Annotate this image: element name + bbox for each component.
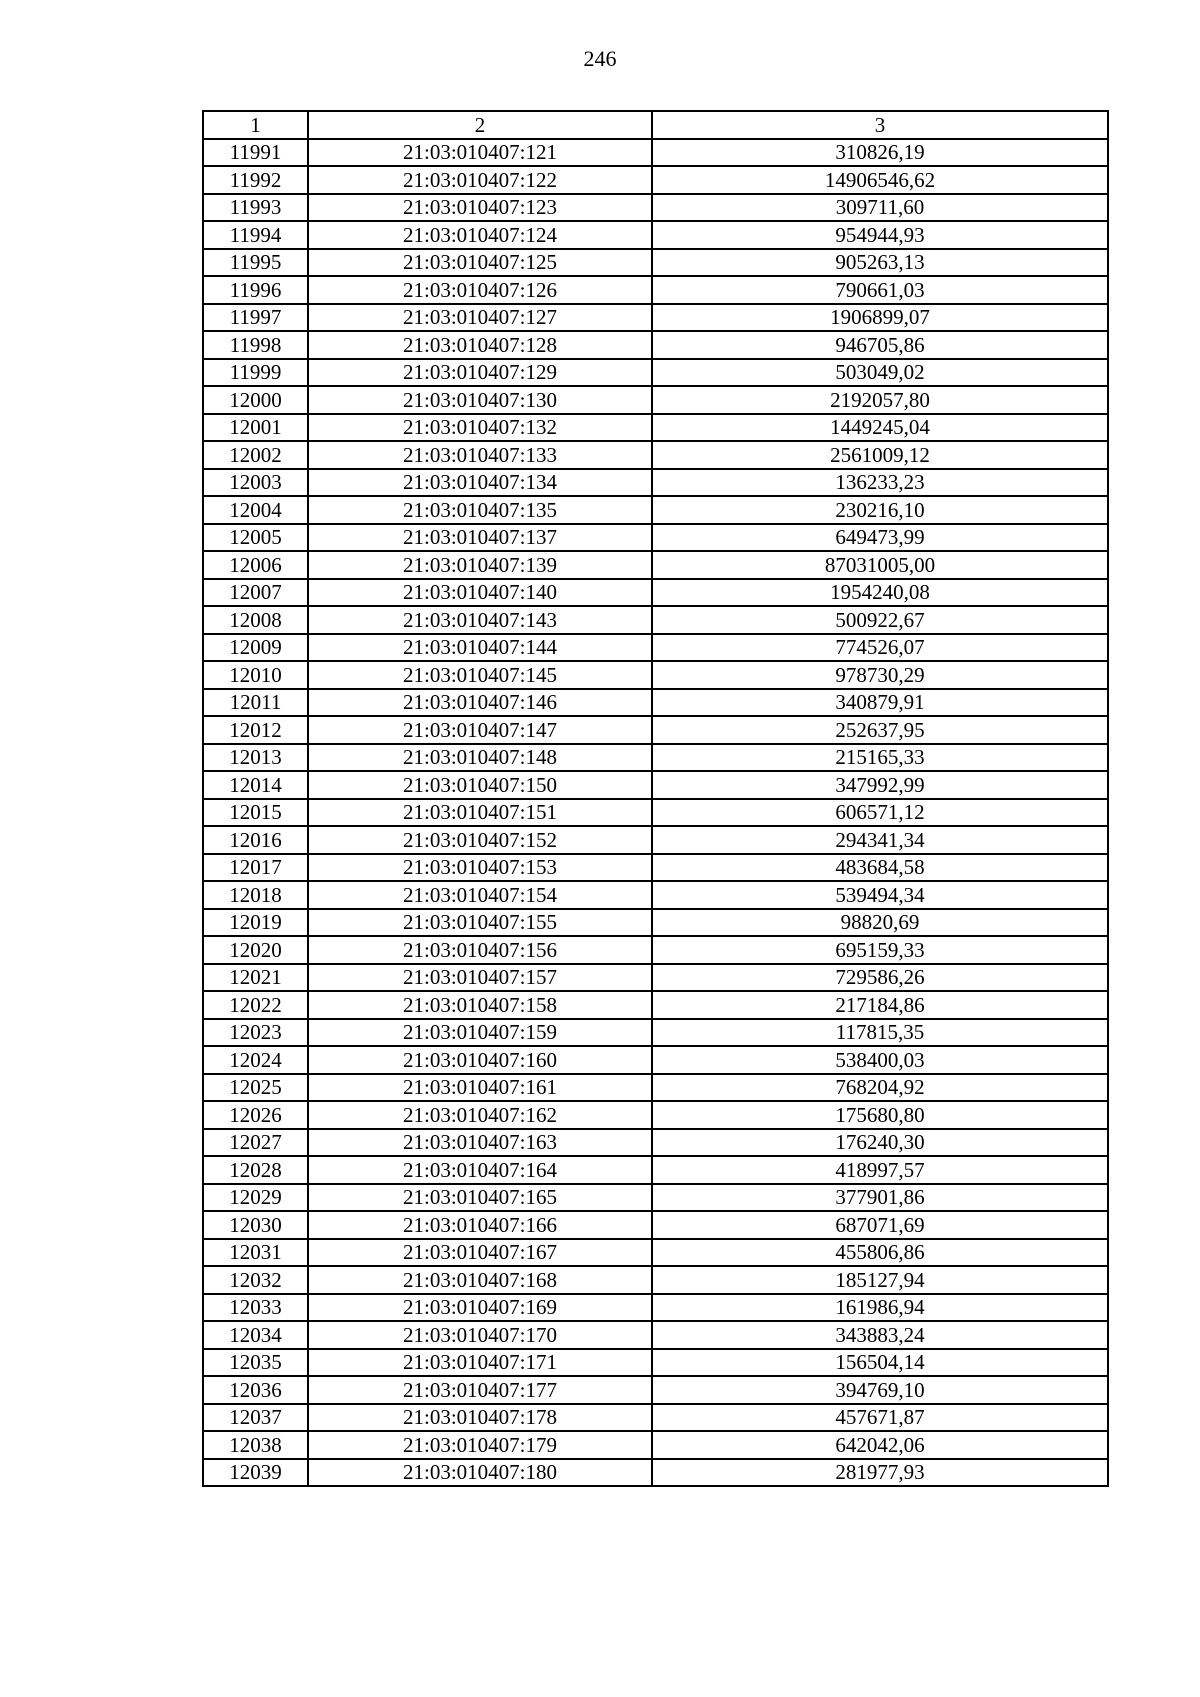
- row-number-cell: 12024: [203, 1046, 308, 1074]
- header-row: [203, 111, 1108, 139]
- row-number-cell: 11999: [203, 359, 308, 387]
- cadastral-number-cell: 21:03:010407:170: [308, 1321, 652, 1349]
- value-cell: 695159,33: [652, 936, 1108, 964]
- row-number-cell: 12030: [203, 1211, 308, 1239]
- column-header-3: 3: [652, 111, 1108, 139]
- table-row: [203, 661, 1108, 689]
- table-row: [203, 964, 1108, 992]
- value-cell: 394769,10: [652, 1376, 1108, 1404]
- value-cell: 185127,94: [652, 1266, 1108, 1294]
- cadastral-number-cell: 21:03:010407:156: [308, 936, 652, 964]
- cadastral-number-cell: 21:03:010407:146: [308, 689, 652, 717]
- cadastral-number-cell: 21:03:010407:122: [308, 166, 652, 194]
- row-number-cell: 12029: [203, 1184, 308, 1212]
- table-row: [203, 166, 1108, 194]
- cadastral-number-cell: 21:03:010407:128: [308, 331, 652, 359]
- table-row: [203, 1321, 1108, 1349]
- cadastral-number-cell: 21:03:010407:121: [308, 139, 652, 167]
- row-number-cell: 11991: [203, 139, 308, 167]
- value-cell: 294341,34: [652, 826, 1108, 854]
- cadastral-number-cell: 21:03:010407:164: [308, 1156, 652, 1184]
- table-row: [203, 414, 1108, 442]
- row-number-cell: 12023: [203, 1019, 308, 1047]
- value-cell: 606571,12: [652, 799, 1108, 827]
- value-cell: 309711,60: [652, 194, 1108, 222]
- table-row: [203, 1266, 1108, 1294]
- cadastral-number-cell: 21:03:010407:143: [308, 606, 652, 634]
- table-row: [203, 276, 1108, 304]
- row-number-cell: 12025: [203, 1074, 308, 1102]
- table-row: [203, 1211, 1108, 1239]
- table-row: [203, 524, 1108, 552]
- table-row: [203, 1239, 1108, 1267]
- table-row: [203, 304, 1108, 332]
- cadastral-number-cell: 21:03:010407:154: [308, 881, 652, 909]
- value-cell: 340879,91: [652, 689, 1108, 717]
- row-number-cell: 12018: [203, 881, 308, 909]
- table-row: [203, 744, 1108, 772]
- row-number-cell: 12001: [203, 414, 308, 442]
- cadastral-number-cell: 21:03:010407:165: [308, 1184, 652, 1212]
- table-row: [203, 854, 1108, 882]
- row-number-cell: 11992: [203, 166, 308, 194]
- table-row: [203, 909, 1108, 937]
- cadastral-number-cell: 21:03:010407:140: [308, 579, 652, 607]
- table-row: [203, 1404, 1108, 1432]
- table-row: [203, 1156, 1108, 1184]
- row-number-cell: 12007: [203, 579, 308, 607]
- row-number-cell: 12035: [203, 1349, 308, 1377]
- cadastral-number-cell: 21:03:010407:166: [308, 1211, 652, 1239]
- value-cell: 483684,58: [652, 854, 1108, 882]
- cadastral-number-cell: 21:03:010407:151: [308, 799, 652, 827]
- table-row: [203, 139, 1108, 167]
- table-row: [203, 1101, 1108, 1129]
- cadastral-number-cell: 21:03:010407:168: [308, 1266, 652, 1294]
- value-cell: 252637,95: [652, 716, 1108, 744]
- table-row: [203, 579, 1108, 607]
- value-cell: 538400,03: [652, 1046, 1108, 1074]
- value-cell: 768204,92: [652, 1074, 1108, 1102]
- cadastral-number-cell: 21:03:010407:148: [308, 744, 652, 772]
- cadastral-number-cell: 21:03:010407:158: [308, 991, 652, 1019]
- cadastral-number-cell: 21:03:010407:153: [308, 854, 652, 882]
- row-number-cell: 11994: [203, 221, 308, 249]
- cadastral-number-cell: 21:03:010407:152: [308, 826, 652, 854]
- value-cell: 2192057,80: [652, 386, 1108, 414]
- cadastral-number-cell: 21:03:010407:126: [308, 276, 652, 304]
- row-number-cell: 12005: [203, 524, 308, 552]
- table-row: [203, 331, 1108, 359]
- value-cell: 503049,02: [652, 359, 1108, 387]
- table-row: [203, 194, 1108, 222]
- value-cell: 978730,29: [652, 661, 1108, 689]
- data-table: [202, 110, 1109, 1487]
- value-cell: 649473,99: [652, 524, 1108, 552]
- value-cell: 687071,69: [652, 1211, 1108, 1239]
- row-number-cell: 11993: [203, 194, 308, 222]
- table-row: [203, 1294, 1108, 1322]
- cadastral-number-cell: 21:03:010407:135: [308, 496, 652, 524]
- cadastral-number-cell: 21:03:010407:167: [308, 1239, 652, 1267]
- row-number-cell: 12011: [203, 689, 308, 717]
- table-row: [203, 249, 1108, 277]
- row-number-cell: 12000: [203, 386, 308, 414]
- table-row: [203, 991, 1108, 1019]
- cadastral-number-cell: 21:03:010407:179: [308, 1431, 652, 1459]
- row-number-cell: 12010: [203, 661, 308, 689]
- cadastral-number-cell: 21:03:010407:124: [308, 221, 652, 249]
- table-row: [203, 1019, 1108, 1047]
- cadastral-number-cell: 21:03:010407:159: [308, 1019, 652, 1047]
- cadastral-number-cell: 21:03:010407:178: [308, 1404, 652, 1432]
- column-header-1: 1: [203, 111, 308, 139]
- cadastral-number-cell: 21:03:010407:139: [308, 551, 652, 579]
- page-number: 246: [583, 46, 617, 71]
- cadastral-number-cell: 21:03:010407:155: [308, 909, 652, 937]
- value-cell: 2561009,12: [652, 441, 1108, 469]
- row-number-cell: 12019: [203, 909, 308, 937]
- row-number-cell: 12004: [203, 496, 308, 524]
- value-cell: 156504,14: [652, 1349, 1108, 1377]
- table-header: [203, 111, 1108, 139]
- value-cell: 790661,03: [652, 276, 1108, 304]
- cadastral-number-cell: 21:03:010407:137: [308, 524, 652, 552]
- value-cell: 774526,07: [652, 634, 1108, 662]
- value-cell: 905263,13: [652, 249, 1108, 277]
- cadastral-number-cell: 21:03:010407:160: [308, 1046, 652, 1074]
- row-number-cell: 12022: [203, 991, 308, 1019]
- cadastral-number-cell: 21:03:010407:129: [308, 359, 652, 387]
- row-number-cell: 12006: [203, 551, 308, 579]
- row-number-cell: 12026: [203, 1101, 308, 1129]
- row-number-cell: 11995: [203, 249, 308, 277]
- row-number-cell: 12017: [203, 854, 308, 882]
- value-cell: 310826,19: [652, 139, 1108, 167]
- cadastral-number-cell: 21:03:010407:127: [308, 304, 652, 332]
- table-row: [203, 881, 1108, 909]
- row-number-cell: 12009: [203, 634, 308, 662]
- cadastral-number-cell: 21:03:010407:162: [308, 1101, 652, 1129]
- row-number-cell: 12032: [203, 1266, 308, 1294]
- value-cell: 215165,33: [652, 744, 1108, 772]
- table-row: [203, 606, 1108, 634]
- table-row: [203, 551, 1108, 579]
- table-row: [203, 1074, 1108, 1102]
- table-row: [203, 716, 1108, 744]
- value-cell: 281977,93: [652, 1459, 1108, 1487]
- row-number-cell: 12008: [203, 606, 308, 634]
- value-cell: 418997,57: [652, 1156, 1108, 1184]
- value-cell: 230216,10: [652, 496, 1108, 524]
- value-cell: 161986,94: [652, 1294, 1108, 1322]
- table-row: [203, 1349, 1108, 1377]
- value-cell: 176240,30: [652, 1129, 1108, 1157]
- table-row: [203, 936, 1108, 964]
- row-number-cell: 12021: [203, 964, 308, 992]
- table-row: [203, 359, 1108, 387]
- cadastral-number-cell: 21:03:010407:132: [308, 414, 652, 442]
- table-row: [203, 634, 1108, 662]
- value-cell: 729586,26: [652, 964, 1108, 992]
- cadastral-number-cell: 21:03:010407:147: [308, 716, 652, 744]
- row-number-cell: 12033: [203, 1294, 308, 1322]
- cadastral-number-cell: 21:03:010407:180: [308, 1459, 652, 1487]
- row-number-cell: 12031: [203, 1239, 308, 1267]
- cadastral-number-cell: 21:03:010407:177: [308, 1376, 652, 1404]
- value-cell: 117815,35: [652, 1019, 1108, 1047]
- table-row: [203, 496, 1108, 524]
- row-number-cell: 12034: [203, 1321, 308, 1349]
- table-row: [203, 441, 1108, 469]
- value-cell: 136233,23: [652, 469, 1108, 497]
- table-row: [203, 469, 1108, 497]
- row-number-cell: 12014: [203, 771, 308, 799]
- row-number-cell: 12027: [203, 1129, 308, 1157]
- value-cell: 347992,99: [652, 771, 1108, 799]
- cadastral-number-cell: 21:03:010407:145: [308, 661, 652, 689]
- table-row: [203, 1129, 1108, 1157]
- row-number-cell: 11998: [203, 331, 308, 359]
- row-number-cell: 12012: [203, 716, 308, 744]
- row-number-cell: 12038: [203, 1431, 308, 1459]
- row-number-cell: 12039: [203, 1459, 308, 1487]
- value-cell: 500922,67: [652, 606, 1108, 634]
- row-number-cell: 12016: [203, 826, 308, 854]
- row-number-cell: 12003: [203, 469, 308, 497]
- table-row: [203, 771, 1108, 799]
- cadastral-number-cell: 21:03:010407:161: [308, 1074, 652, 1102]
- cadastral-number-cell: 21:03:010407:134: [308, 469, 652, 497]
- cadastral-number-cell: 21:03:010407:163: [308, 1129, 652, 1157]
- value-cell: 343883,24: [652, 1321, 1108, 1349]
- table-body: [203, 139, 1108, 1487]
- row-number-cell: 12037: [203, 1404, 308, 1432]
- cadastral-number-cell: 21:03:010407:130: [308, 386, 652, 414]
- row-number-cell: 12002: [203, 441, 308, 469]
- column-header-2: 2: [308, 111, 652, 139]
- value-cell: 946705,86: [652, 331, 1108, 359]
- value-cell: 98820,69: [652, 909, 1108, 937]
- cadastral-number-cell: 21:03:010407:144: [308, 634, 652, 662]
- row-number-cell: 11997: [203, 304, 308, 332]
- value-cell: 642042,06: [652, 1431, 1108, 1459]
- value-cell: 175680,80: [652, 1101, 1108, 1129]
- table-row: [203, 799, 1108, 827]
- table-row: [203, 689, 1108, 717]
- table-row: [203, 386, 1108, 414]
- table-row: [203, 221, 1108, 249]
- value-cell: 87031005,00: [652, 551, 1108, 579]
- table-row: [203, 826, 1108, 854]
- value-cell: 455806,86: [652, 1239, 1108, 1267]
- value-cell: 217184,86: [652, 991, 1108, 1019]
- cadastral-number-cell: 21:03:010407:125: [308, 249, 652, 277]
- table-row: [203, 1046, 1108, 1074]
- value-cell: 539494,34: [652, 881, 1108, 909]
- table-row: [203, 1376, 1108, 1404]
- row-number-cell: 12013: [203, 744, 308, 772]
- cadastral-number-cell: 21:03:010407:150: [308, 771, 652, 799]
- value-cell: 457671,87: [652, 1404, 1108, 1432]
- table-row: [203, 1459, 1108, 1487]
- value-cell: 1954240,08: [652, 579, 1108, 607]
- value-cell: 14906546,62: [652, 166, 1108, 194]
- row-number-cell: 12015: [203, 799, 308, 827]
- cadastral-number-cell: 21:03:010407:171: [308, 1349, 652, 1377]
- value-cell: 1449245,04: [652, 414, 1108, 442]
- value-cell: 954944,93: [652, 221, 1108, 249]
- row-number-cell: 12036: [203, 1376, 308, 1404]
- table-row: [203, 1431, 1108, 1459]
- row-number-cell: 12028: [203, 1156, 308, 1184]
- row-number-cell: 11996: [203, 276, 308, 304]
- cadastral-number-cell: 21:03:010407:133: [308, 441, 652, 469]
- value-cell: 1906899,07: [652, 304, 1108, 332]
- cadastral-number-cell: 21:03:010407:123: [308, 194, 652, 222]
- value-cell: 377901,86: [652, 1184, 1108, 1212]
- row-number-cell: 12020: [203, 936, 308, 964]
- cadastral-number-cell: 21:03:010407:169: [308, 1294, 652, 1322]
- table-row: [203, 1184, 1108, 1212]
- cadastral-number-cell: 21:03:010407:157: [308, 964, 652, 992]
